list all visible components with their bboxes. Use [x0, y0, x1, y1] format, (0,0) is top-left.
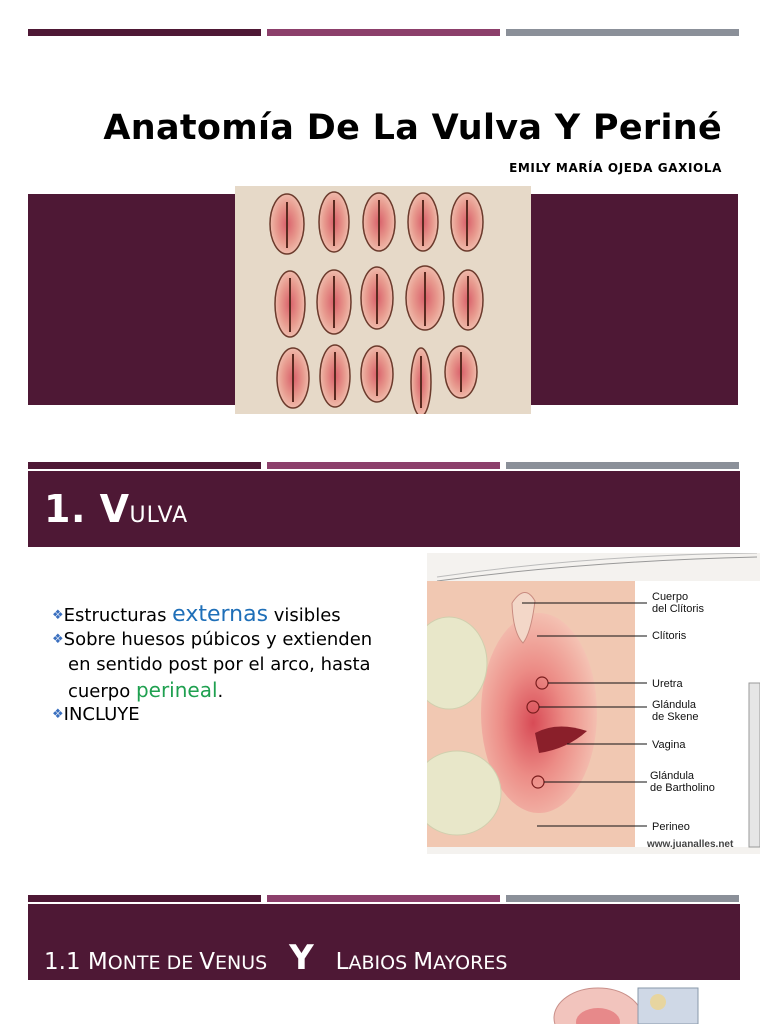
label-cuerpo: Cuerpo — [652, 591, 689, 603]
highlight-perineal: perineal — [135, 678, 218, 702]
bullet-2-line-2: en sentido post por el arco, hasta — [68, 654, 371, 675]
bullet-2: ❖Sobre huesos púbicos y extienden — [52, 629, 373, 650]
accent-bar-pink — [267, 29, 500, 36]
heading-rest: ULVA — [129, 503, 189, 528]
accent-bar-gray — [506, 895, 739, 902]
diamond-bullet-icon: ❖ — [52, 707, 64, 722]
anatomy-image-partial — [548, 982, 718, 1024]
label-clitoris: Clítoris — [652, 630, 687, 642]
label-perineo: Perineo — [652, 821, 690, 833]
highlight-externas: externas — [172, 602, 269, 627]
label-uretra: Uretra — [652, 678, 683, 690]
accent-bar-pink — [267, 462, 500, 469]
heading-first-letter: V — [99, 487, 130, 531]
accent-bar-plum — [28, 895, 261, 902]
label-glandula-bartholino: Glándula — [650, 770, 695, 782]
accent-bar-pink — [267, 895, 500, 902]
author-name: EMILY MARÍA OJEDA GAXIOLA — [509, 161, 722, 175]
vulva-illustrations-grid-icon — [235, 186, 531, 414]
bullet-2-line-3: cuerpo perineal. — [68, 678, 224, 702]
diamond-bullet-icon: ❖ — [52, 632, 64, 647]
accent-bar-gray — [506, 29, 739, 36]
vulva-anatomy-diagram — [427, 553, 760, 854]
section-heading-vulva — [44, 487, 188, 531]
section-band-vulva — [28, 471, 740, 547]
accent-bar-plum — [28, 462, 261, 469]
label-de-bartholino: de Bartholino — [650, 782, 715, 794]
label-de-skene: de Skene — [652, 711, 699, 723]
section-heading-monte-de-venus: 1.1 MONTE DE VENUS Y LABIOS MAYORES — [44, 938, 508, 978]
section-band-monte-de-venus — [28, 904, 740, 980]
label-glandula-skene: Glándula — [652, 699, 697, 711]
bullet-1: ❖Estructuras externas visibles — [52, 602, 341, 627]
diamond-bullet-icon: ❖ — [52, 608, 64, 623]
vulva-illustrations-image — [235, 186, 531, 414]
slide-title: Anatomía De La Vulva Y Periné — [103, 108, 722, 148]
accent-bar-plum — [28, 29, 261, 36]
bullet-3: ❖INCLUYE — [52, 704, 140, 725]
accent-bar-gray — [506, 462, 739, 469]
label-vagina: Vagina — [652, 739, 686, 751]
watermark: www.juanalles.net — [647, 839, 734, 850]
heading-number: 1. — [44, 487, 100, 531]
label-del-clitoris: del Clítoris — [652, 603, 704, 615]
